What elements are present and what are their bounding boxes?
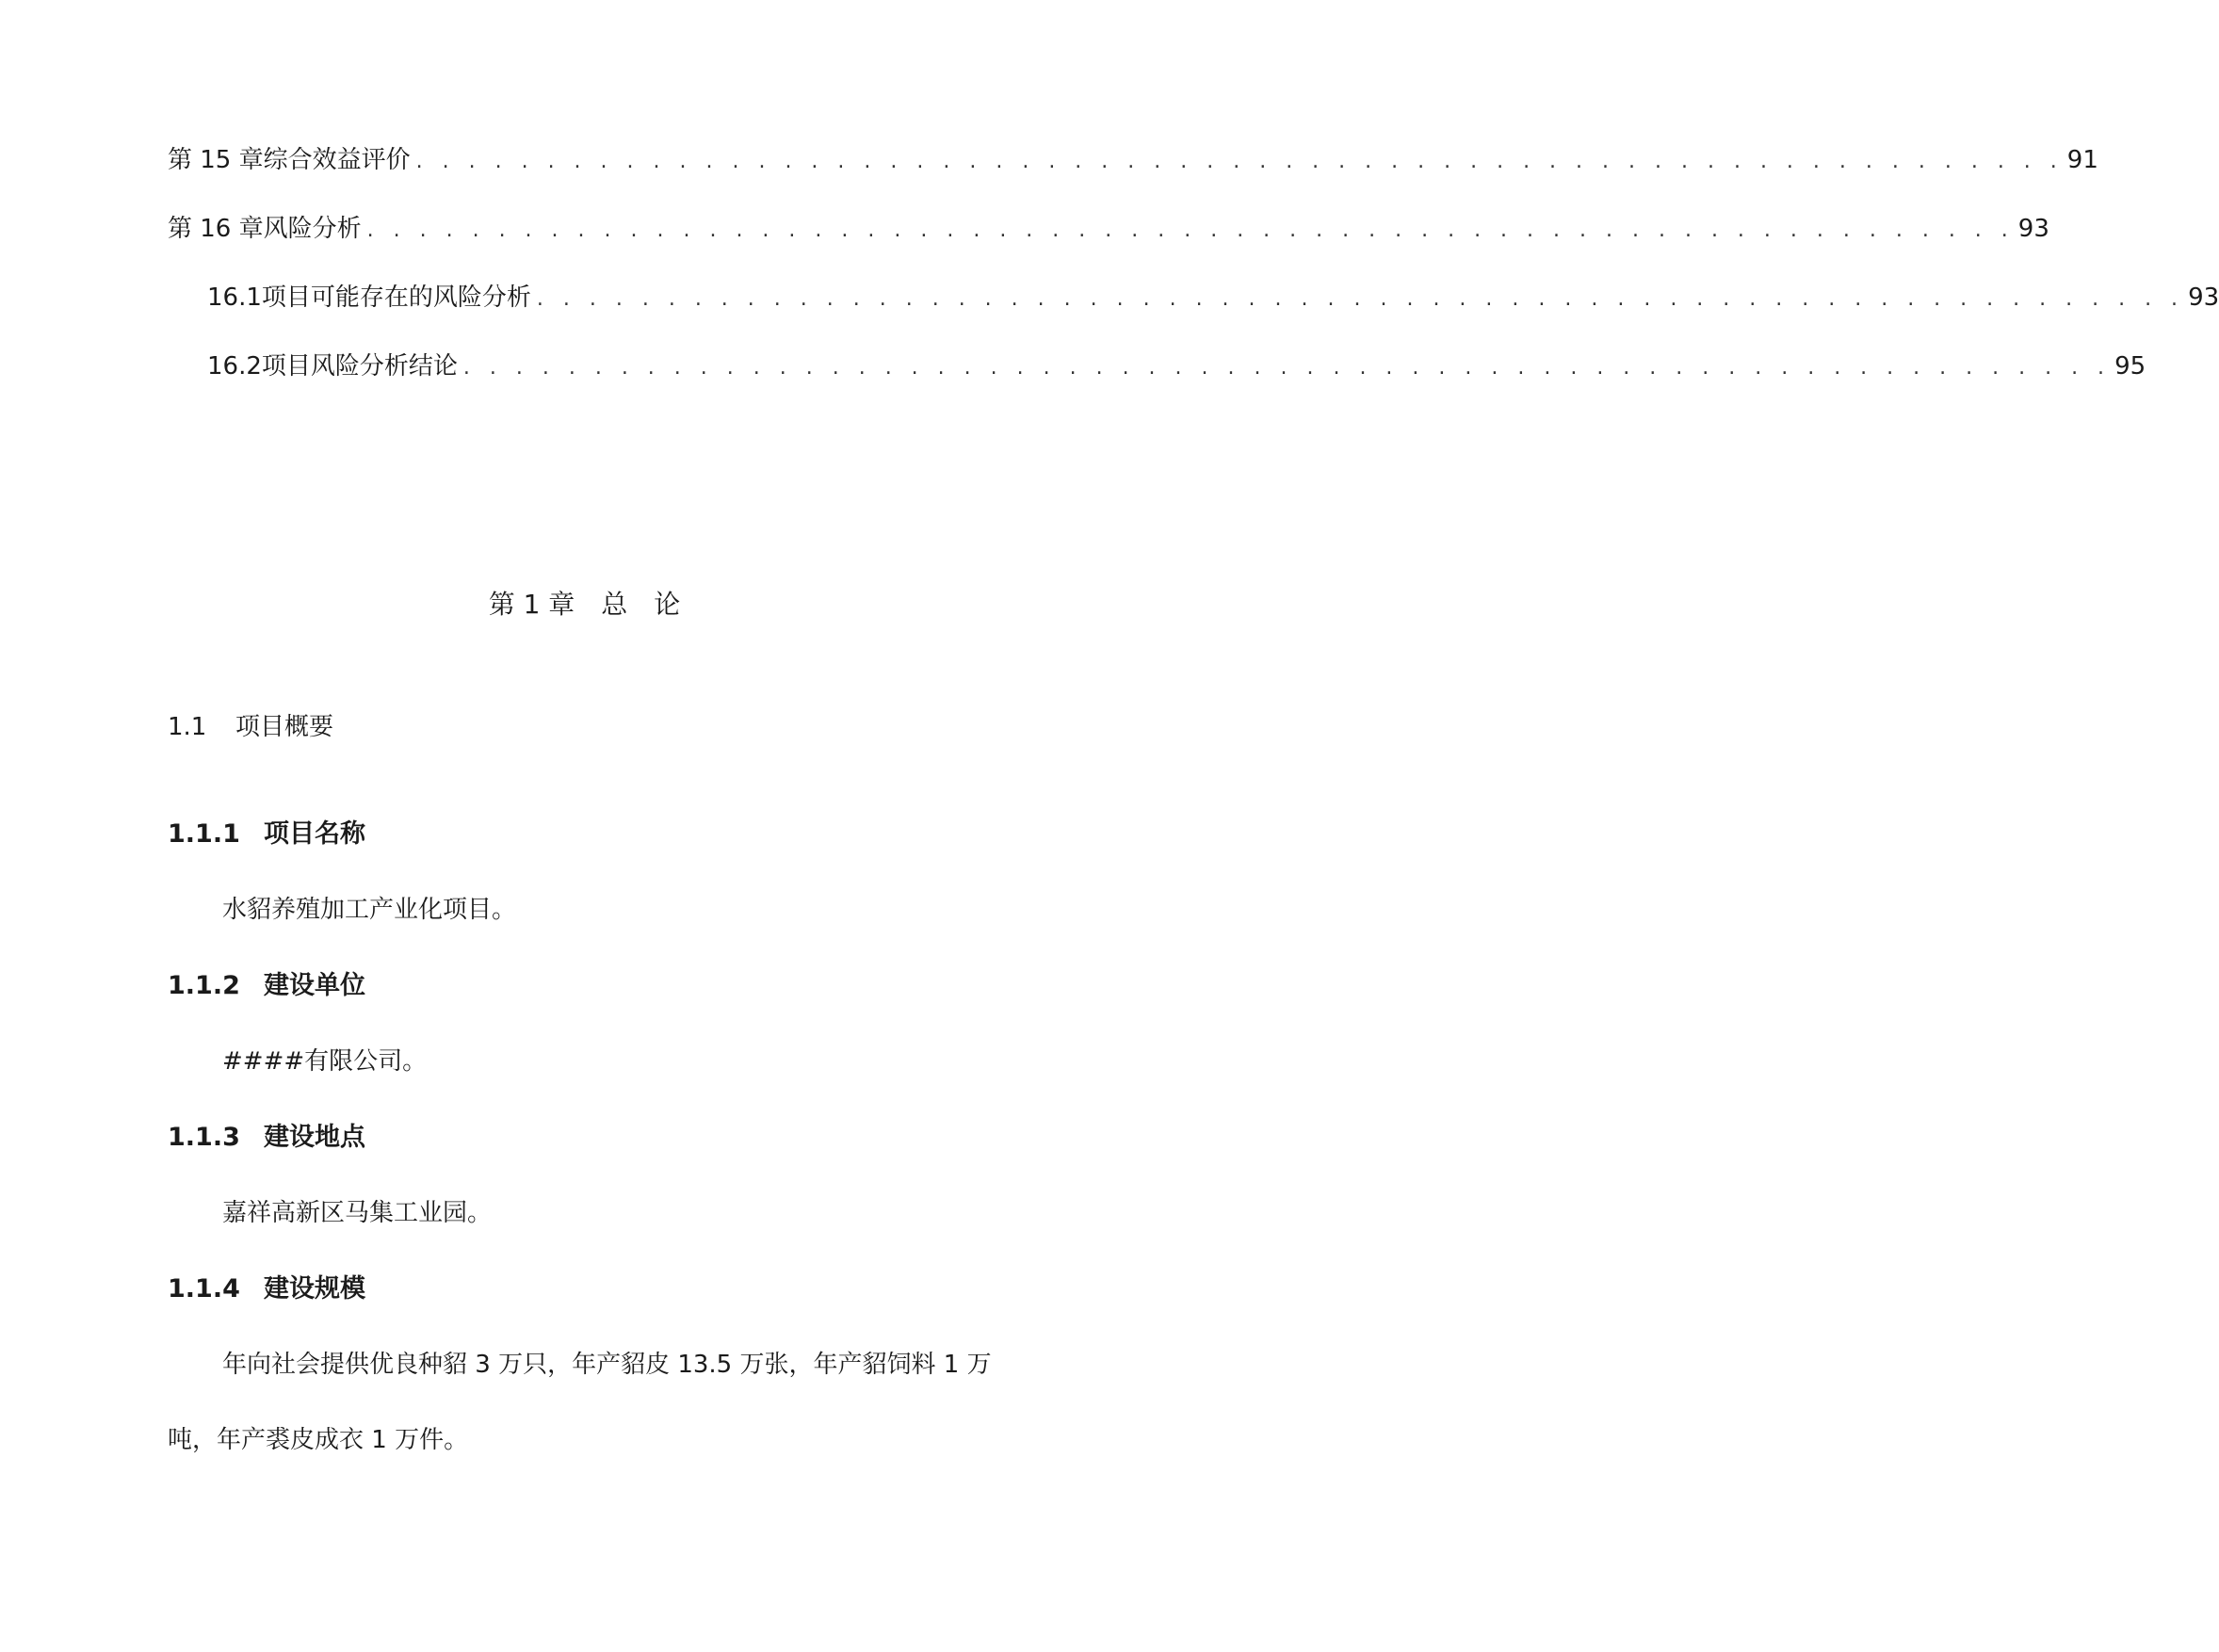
toc-entry-page: 93 xyxy=(2017,215,2049,243)
paragraph xyxy=(168,1024,1027,1099)
section-title: 项目概要 xyxy=(235,713,334,741)
subsection-title: 建设规模 xyxy=(264,1274,365,1304)
toc-entry-title: 项目风险分析结论 xyxy=(261,352,458,381)
paragraph-text: ####有限公司。 xyxy=(222,1047,428,1076)
toc-entry-number: 16.2 xyxy=(207,352,262,381)
toc-leader-dots: . . . . . . . . . . . . . . . . . . . . . . . . . . . . . . . . . . . . . . . . . . . . . . . . . . . . . . . . . . . . . . . xyxy=(536,287,2185,311)
subsection-number: 1.1.3 xyxy=(168,1123,240,1152)
subsection-heading xyxy=(168,1271,365,1308)
toc-entry-page: 93 xyxy=(2188,283,2219,312)
subsection-number: 1.1.2 xyxy=(168,971,240,1000)
paragraph xyxy=(168,872,1027,947)
toc-entry-title: 风险分析 xyxy=(263,215,362,243)
toc-entry-page: 91 xyxy=(2066,146,2098,174)
subsection-title: 建设单位 xyxy=(264,971,365,1000)
toc-entry-16-2[interactable] xyxy=(207,348,2146,385)
chapter-title: 第 1 章 总 论 xyxy=(488,589,681,620)
toc-entry-number: 第 15 章 xyxy=(168,146,264,174)
section-number: 1.1 xyxy=(168,713,207,741)
subsection-heading xyxy=(168,967,365,1005)
toc-entry-page: 95 xyxy=(2114,352,2146,381)
paragraph-text: 年向社会提供优良种貂 3 万只，年产貂皮 13.5 万张，年产貂饲料 1 万吨，年产裘皮成衣 1 万件。 xyxy=(168,1351,992,1454)
subsection-title: 项目名称 xyxy=(264,819,365,849)
toc-entry-title: 综合效益评价 xyxy=(263,146,411,174)
toc-entry-title: 项目可能存在的风险分析 xyxy=(261,283,531,312)
toc-entry-chapter-15[interactable] xyxy=(168,141,2098,179)
subsection-number: 1.1.4 xyxy=(168,1274,240,1304)
subsection-heading xyxy=(168,816,365,853)
paragraph xyxy=(168,1175,1027,1251)
toc-entry-chapter-16[interactable] xyxy=(168,210,2049,248)
toc-entry-number: 第 16 章 xyxy=(168,215,264,243)
paragraph-text: 水貂养殖加工产业化项目。 xyxy=(222,896,517,924)
toc-leader-dots: . . . . . . . . . . . . . . . . . . . . . . . . . . . . . . . . . . . . . . . . . . . . . . . . . . . . . . . . . . . . . . . xyxy=(462,356,2112,380)
paragraph xyxy=(168,1327,1027,1478)
section-heading xyxy=(168,708,333,746)
toc-entry-number: 16.1 xyxy=(207,283,262,312)
subsection-number: 1.1.1 xyxy=(168,819,240,849)
subsection-heading xyxy=(168,1119,365,1157)
subsection-title: 建设地点 xyxy=(264,1123,365,1152)
toc-entry-16-1[interactable] xyxy=(207,279,2219,316)
toc-leader-dots: . . . . . . . . . . . . . . . . . . . . . . . . . . . . . . . . . . . . . . . . . . . . . . . . . . . . . . . . . . . . . . . xyxy=(415,150,2064,173)
toc-leader-dots: . . . . . . . . . . . . . . . . . . . . . . . . . . . . . . . . . . . . . . . . . . . . . . . . . . . . . . . . . . . . . . . xyxy=(366,219,2015,242)
paragraph-text: 嘉祥高新区马集工业园。 xyxy=(222,1199,493,1227)
